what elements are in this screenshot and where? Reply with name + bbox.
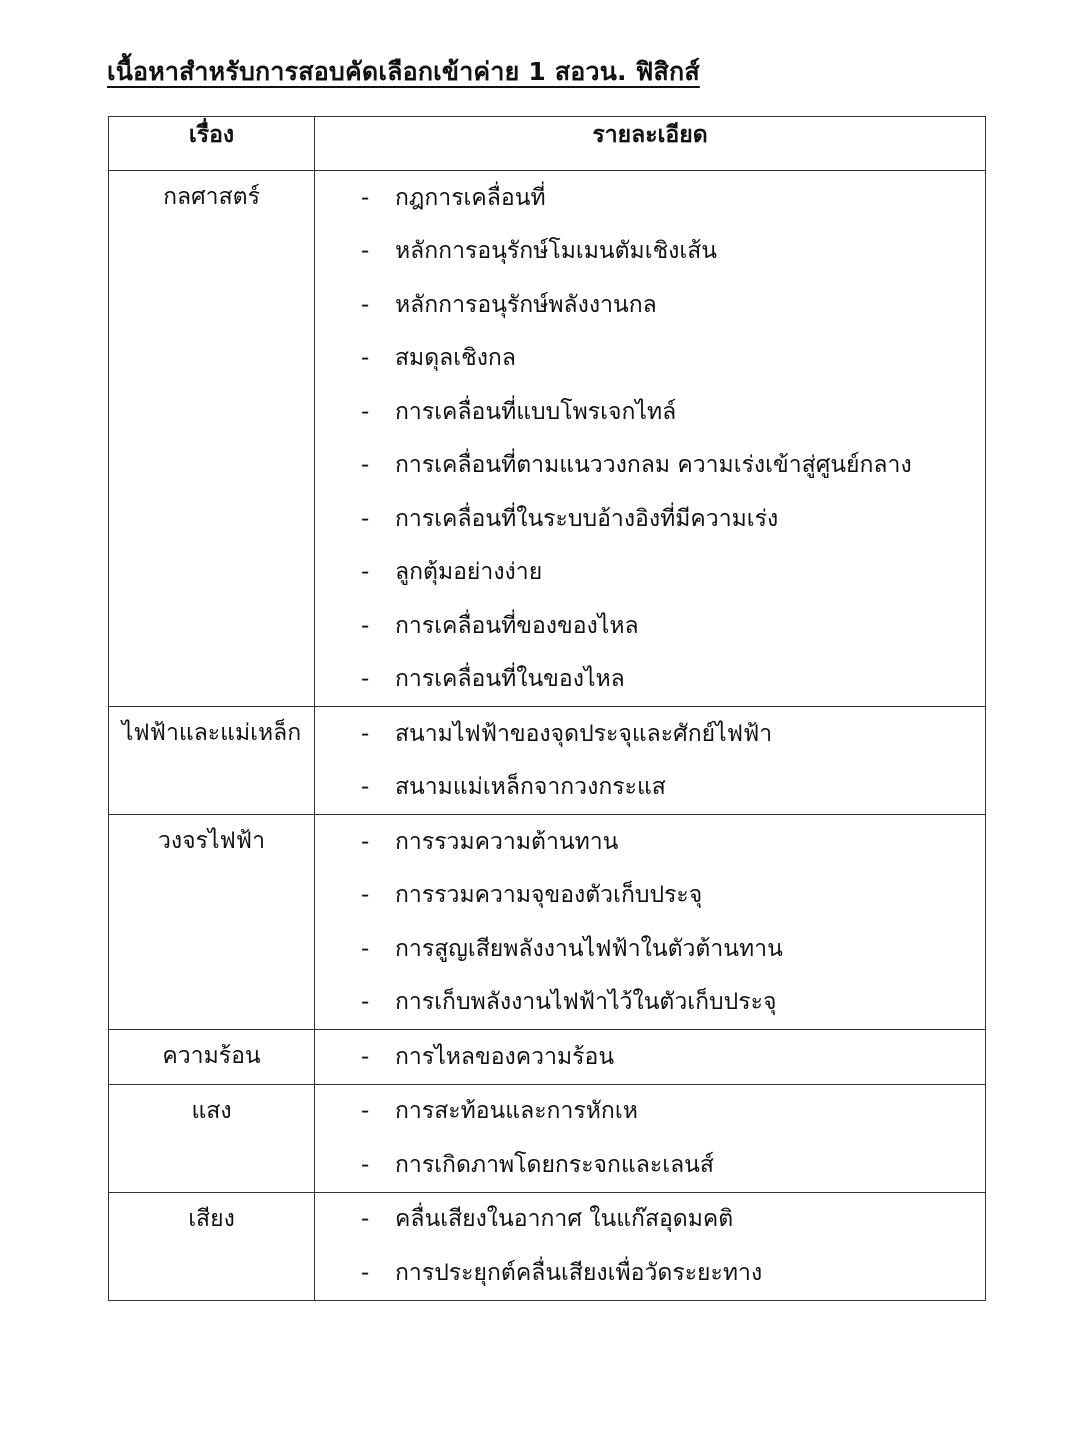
detail-item (315, 599, 985, 653)
detail-item (315, 278, 985, 332)
bullet-dash: - (361, 184, 370, 211)
bullet-dash: - (361, 452, 370, 479)
detail-text: การสูญเสียพลังงานไฟฟ้าในตัวต้านทาน (395, 935, 783, 962)
table-row (109, 171, 986, 707)
detail-cell (315, 1192, 986, 1300)
topic-cell: กลศาสตร์ (109, 171, 315, 707)
detail-item (315, 707, 985, 761)
table-body (109, 171, 986, 1301)
detail-text: การไหลของความร้อน (395, 1043, 615, 1070)
topic-cell: ความร้อน (109, 1030, 315, 1085)
detail-item (315, 546, 985, 600)
detail-cell (315, 815, 986, 1030)
bullet-dash: - (361, 1098, 370, 1125)
detail-item (315, 869, 985, 923)
detail-text: การเก็บพลังงานไฟฟ้าไว้ในตัวเก็บประจุ (395, 989, 777, 1016)
table-row (109, 1030, 986, 1085)
topic-cell: เสียง (109, 1192, 315, 1300)
table-row (109, 815, 986, 1030)
detail-text: สนามไฟฟ้าของจุดประจุและศักย์ไฟฟ้า (395, 720, 773, 747)
detail-item (315, 439, 985, 493)
table-row (109, 1084, 986, 1192)
detail-text: หลักการอนุรักษ์พลังงานกล (395, 291, 657, 318)
detail-text: การประยุกต์คลื่นเสียงเพื่อวัดระยะทาง (395, 1259, 763, 1286)
bullet-dash: - (361, 505, 370, 532)
bullet-dash: - (361, 612, 370, 639)
detail-text: การเคลื่อนที่ในของไหล (395, 666, 625, 693)
header-details: รายละเอียด (315, 117, 986, 171)
syllabus-table (108, 116, 986, 1301)
bullet-dash: - (361, 935, 370, 962)
detail-item (315, 492, 985, 546)
detail-text: การเคลื่อนที่ตามแนววงกลม ความเร่งเข้าสู่ศูนย์กลาง (395, 452, 912, 479)
detail-text: การสะท้อนและการหักเห (395, 1098, 638, 1125)
detail-item (315, 225, 985, 279)
bullet-dash: - (361, 1151, 370, 1178)
bullet-dash: - (361, 828, 370, 855)
detail-cell (315, 1084, 986, 1192)
detail-cell (315, 707, 986, 815)
detail-text: สนามแม่เหล็กจากวงกระแส (395, 774, 666, 801)
detail-item (315, 1193, 985, 1247)
detail-text: คลื่นเสียงในอากาศ ในแก๊สอุดมคติ (395, 1206, 734, 1233)
detail-item (315, 1085, 985, 1139)
detail-text: การเคลื่อนที่ในระบบอ้างอิงที่มีความเร่ง (395, 505, 779, 532)
table-row (109, 707, 986, 815)
bullet-dash: - (361, 1206, 370, 1233)
bullet-dash: - (361, 559, 370, 586)
table-row (109, 1192, 986, 1300)
detail-item (315, 1246, 985, 1300)
detail-item (315, 653, 985, 707)
bullet-dash: - (361, 666, 370, 693)
topic-cell: ไฟฟ้าและแม่เหล็ก (109, 707, 315, 815)
detail-text: การเกิดภาพโดยกระจกและเลนส์ (395, 1151, 714, 1178)
detail-item (315, 922, 985, 976)
detail-text: การเคลื่อนที่แบบโพรเจกไทล์ (395, 398, 677, 425)
detail-text: สมดุลเชิงกล (395, 345, 516, 372)
topic-cell: แสง (109, 1084, 315, 1192)
detail-text: กฎการเคลื่อนที่ (395, 184, 546, 211)
bullet-dash: - (361, 1043, 370, 1070)
topic-cell: วงจรไฟฟ้า (109, 815, 315, 1030)
detail-item (315, 976, 985, 1030)
table-header-row (109, 117, 986, 171)
detail-text: ลูกตุ้มอย่างง่าย (395, 559, 543, 586)
detail-item (315, 1138, 985, 1192)
detail-item (315, 171, 985, 225)
bullet-dash: - (361, 882, 370, 909)
detail-text: การเคลื่อนที่ของของไหล (395, 612, 639, 639)
detail-item (315, 385, 985, 439)
detail-item (315, 332, 985, 386)
detail-item (315, 815, 985, 869)
bullet-dash: - (361, 1259, 370, 1286)
page-title: เนื้อหาสำหรับการสอบคัดเลือกเข้าค่าย 1 สอวน. ฟิสิกส์ (107, 57, 700, 86)
bullet-dash: - (361, 398, 370, 425)
bullet-dash: - (361, 345, 370, 372)
detail-text: หลักการอนุรักษ์โมเมนตัมเชิงเส้น (395, 238, 718, 265)
detail-item (315, 1030, 985, 1084)
detail-text: การรวมความจุของตัวเก็บประจุ (395, 882, 703, 909)
bullet-dash: - (361, 238, 370, 265)
detail-text: การรวมความต้านทาน (395, 828, 619, 855)
header-topic: เรื่อง (109, 117, 315, 171)
bullet-dash: - (361, 720, 370, 747)
bullet-dash: - (361, 989, 370, 1016)
detail-cell (315, 1030, 986, 1085)
detail-cell (315, 171, 986, 707)
bullet-dash: - (361, 774, 370, 801)
bullet-dash: - (361, 291, 370, 318)
detail-item (315, 761, 985, 815)
